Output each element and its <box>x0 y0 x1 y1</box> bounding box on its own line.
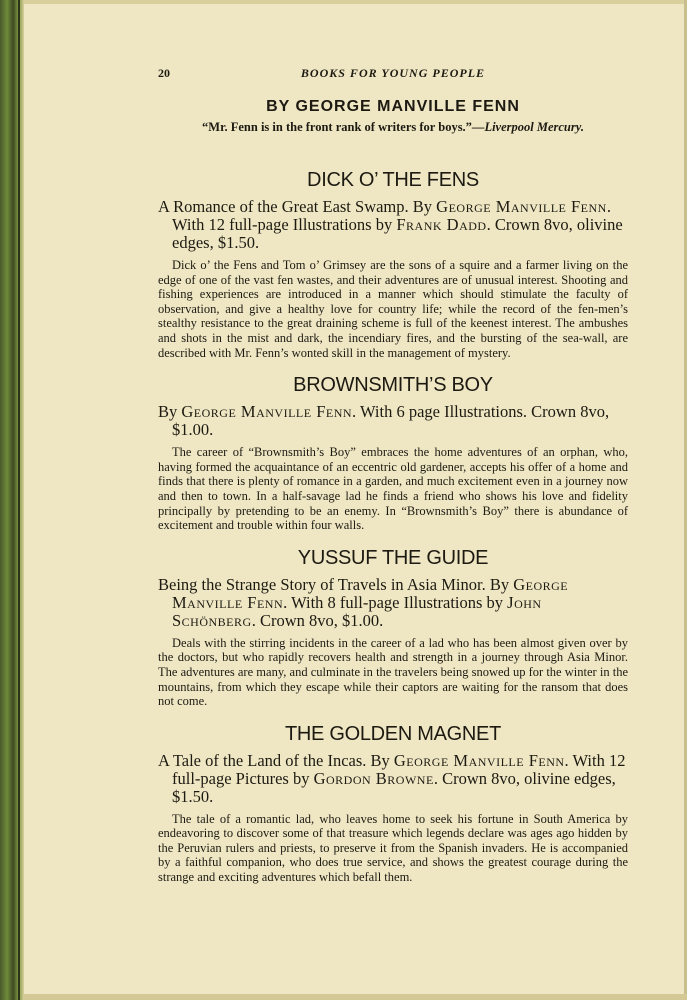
book-summary: Dick o’ the Fens and Tom o’ Grimsey are the sons of a squire and a farmer living on the edge of one of the vast fen wastes, and their adventures are of unusual interest. Shooting and fishing experiences are introduced in a manner which should stimulate the faculty of observation, and give a healthy love for country life; while the record of the fen-men’s stealthy resistance to the great draining scheme is full of the keenest interest. The ambushes and shots in the mist and dark, the incendiary fires, and the bursting of the sea-wall, are described with Mr. Fenn’s wonted skill in the management of mystery. <box>158 258 628 360</box>
running-title: BOOKS FOR YOUNG PEOPLE <box>300 66 486 80</box>
illustrator-name: John Schönberg <box>172 592 542 630</box>
illustrator-name: Frank Dadd <box>396 215 487 234</box>
book-summary: Deals with the stirring incidents in the career of a lad who has been almost given over by the doctors, but who rapidly recovers health and strength in a journey through Asia Minor. The adventures are many, and culminate in the travelers being snowed up for the winter in the mountains, from which they escape while their captors are waiting for the ransom that does not come. <box>158 635 628 709</box>
book-summary: The career of “Brownsmith’s Boy” embraces the home adventures of an orphan, who, having formed the acquaintance of an eccentric old gardener, accepts his offer of a home and finds that there is plenty of romance in a garden, and much excitement even in a journey now and then to town. In a half-savage lad he finds a friend who shows his love and fidelity principally by pretending to be an enemy. In “Brownsmith’s Boy” there is abundance of excitement and trouble within four walls. <box>158 445 628 533</box>
book-title: DICK O’ THE FENS <box>307 169 479 191</box>
author-name: George Manville Fenn <box>172 574 569 612</box>
spine-divider <box>18 0 20 1000</box>
page-edge-top <box>24 0 687 4</box>
book-description: By George Manville Fenn. With 6 page Illustrations. Crown 8vo, $1.00. <box>158 402 610 440</box>
book-description: A Romance of the Great East Swamp. By George Manville Fenn. With 12 full-page Illustrations by Frank Dadd. Crown 8vo, olivine edges, $1.50. <box>158 197 623 252</box>
illustrator-name: Gordon Browne <box>313 768 434 788</box>
author-heading: BY GEORGE MANVILLE FENN <box>266 98 520 115</box>
quote-text: “Mr. Fenn is in the front rank of writers for boys.”— <box>202 120 485 134</box>
author-name: George Manville Fenn <box>436 197 607 216</box>
author-quote <box>158 120 628 135</box>
book-description: A Tale of the Land of the Incas. By George Manville Fenn. With 12 full-page Pictures by Gordon Browne. Crown 8vo, olivine edges, $1.50. <box>158 750 626 806</box>
book-summary: The tale of a romantic lad, who leaves home to seek his fortune in South America by endeavoring to discover some of that treasure which legends declare was ages ago hidden by the Peruvian rulers and priests, to preserve it from the Spanish invaders. He is accompanied by a faithful companion, who does true service, and shows the greatest courage during the strange and exciting adventures which befall them. <box>158 811 628 885</box>
book-title: BROWNSMITH’S BOY <box>293 374 493 397</box>
book-description: Being the Strange Story of Travels in Asia Minor. By George Manville Fenn. With 8 full-page Illustrations by John Schönberg. Crown 8vo, $1.00. <box>158 574 569 630</box>
page-edge-bottom <box>24 994 687 1000</box>
author-name: George Manville Fenn <box>181 402 353 422</box>
quote-source: Liverpool Mercury. <box>484 120 584 134</box>
author-name: George Manville Fenn <box>393 750 565 770</box>
page-content <box>158 66 628 885</box>
page-number: 20 <box>158 66 170 80</box>
book-spine <box>0 0 24 1000</box>
book-title: THE GOLDEN MAGNET <box>284 722 502 745</box>
running-head <box>158 66 628 86</box>
book-title: YUSSUF THE GUIDE <box>297 546 489 569</box>
